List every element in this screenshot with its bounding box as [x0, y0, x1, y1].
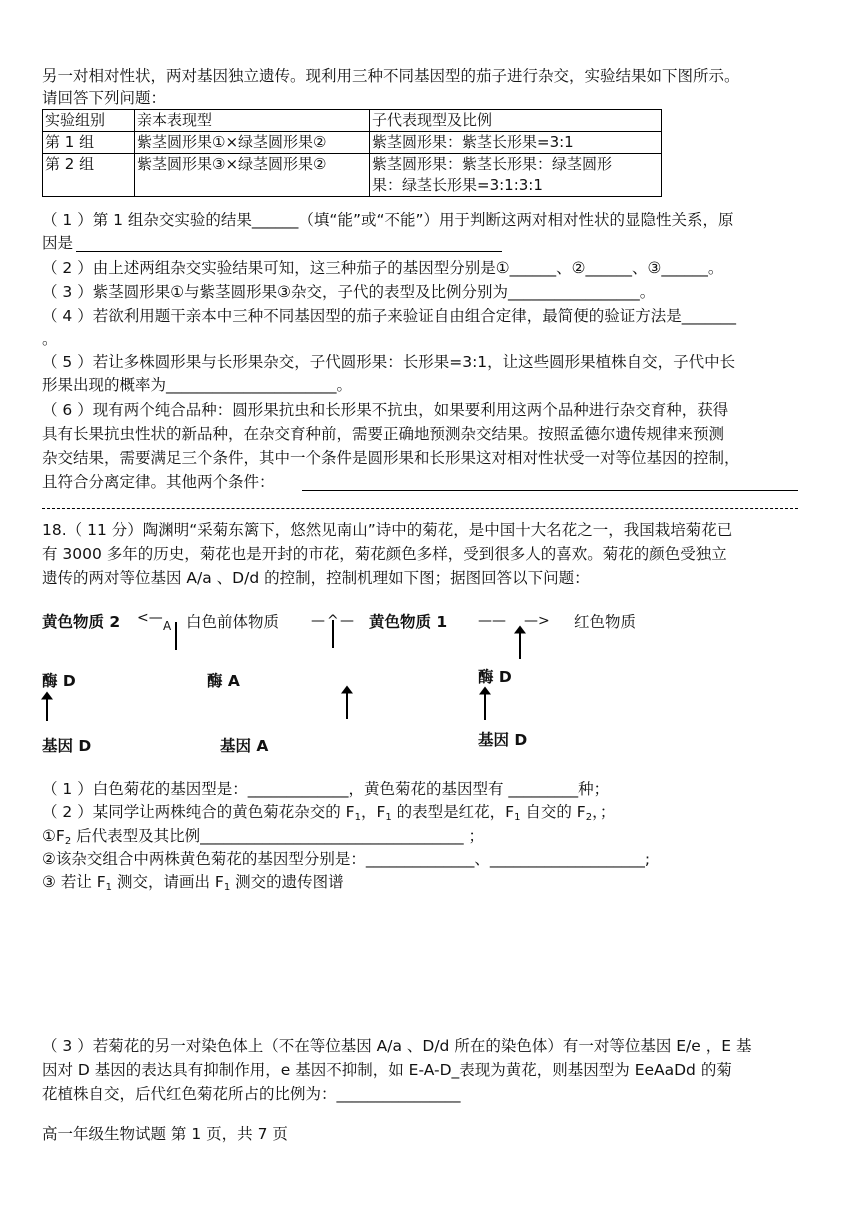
up-arrow-icon: [46, 693, 48, 721]
offspring-line: 果：绿茎长形果=3:1:3:1: [372, 176, 543, 194]
answer-line: [76, 251, 502, 252]
node-yellow-substance-2: 黄色物质 2: [42, 613, 121, 631]
arrow-right-icon: —>: [524, 613, 550, 629]
table-cell-parents: 紫茎圆形果③×绿茎圆形果②: [135, 154, 370, 197]
table-row: [43, 154, 662, 197]
q17-part6-line1: （ 6 ）现有两个纯合品种：圆形果抗虫和长形果不抗虫，如果要利用这两个品种进行杂交育种，获得: [42, 401, 729, 419]
q18-line2: 有 3000 多年的历史，菊花也是开封的市花，菊花颜色多样，受到很多人的喜欢。菊花的颜色受独立: [42, 545, 727, 563]
enzyme-d-left: 酶 D: [42, 672, 76, 690]
q17-part1-line1: （ 1 ）第 1 组杂交实验的结果______（填“能”或“不能”）用于判断这两对相对性状的显隐性关系，原: [42, 211, 734, 229]
up-arrow-icon: [346, 687, 348, 719]
table-row: [43, 132, 662, 154]
table-header-cell: 亲本表现型: [135, 110, 370, 132]
q17-part6-line4: 且符合分离定律。其他两个条件：: [42, 473, 275, 491]
arrow-line: —: [340, 613, 354, 629]
offspring-line: 紫茎圆形果：紫茎长形果：绿茎圆形: [372, 155, 613, 173]
node-red-substance: 红色物质: [574, 613, 637, 631]
table-cell-offspring: 紫茎圆形果：紫茎长形果=3:1: [370, 132, 662, 154]
answer-line: [42, 508, 798, 509]
q17-part1-line2: 因是: [42, 234, 74, 252]
q18-part2: （ 2 ）某同学让两株纯合的黄色菊花杂交的 $F_1$，$F_1$ 的表型是红花，$F_1$ 自交的 $F_2$，；: [42, 803, 616, 823]
table-cell-offspring: [370, 154, 662, 197]
q17-part4-line2: 。: [42, 330, 58, 348]
q17-part2: （ 2 ）由上述两组杂交实验结果可知，这三种茄子的基因型分别是①______、②______、③______。: [42, 259, 724, 277]
table-cell-parents: 紫茎圆形果①×绿茎圆形果②: [135, 132, 370, 154]
arrow-line: —: [311, 613, 325, 629]
arrow-label: A: [163, 619, 172, 633]
answer-line: [302, 490, 798, 491]
gene-d-left: 基因 D: [42, 737, 92, 755]
q18-part3-line2: 因对 D 基因的表达具有抑制作用，e 基因不抑制，如 E-A-D_表现为黄花，则基因型为 EeAaDd 的菊: [42, 1061, 732, 1079]
gene-d-right: 基因 D: [478, 731, 528, 749]
experiment-table: [42, 109, 662, 197]
intro-line-1: 另一对相对性状，两对基因独立遗传。现利用三种不同基因型的茄子进行杂交，实验结果如下图所示。: [42, 67, 740, 85]
q17-part6-line3: 杂交结果，需要满足三个条件，其中一个条件是圆形果和长形果这对相对性状受一对等位基因的控制，: [42, 449, 740, 467]
up-arrow-icon: [484, 688, 486, 720]
up-arrow-icon: [519, 627, 521, 659]
intro-line-2: 请回答下列问题：: [42, 89, 167, 107]
caret-icon: ^: [327, 613, 339, 629]
q18-line1: 18.（ 11 分）陶渊明“采菊东篱下，悠然见南山”诗中的菊花，是中国十大名花之一，我国栽培菊花已: [42, 521, 733, 539]
table-cell-group: 第 1 组: [43, 132, 135, 154]
node-yellow-substance-1: 黄色物质 1: [369, 613, 448, 631]
arrow-line: ——: [478, 613, 506, 629]
node-white-precursor: 白色前体物质: [186, 613, 280, 631]
q17-part5-line2: 形果出现的概率为______________________。: [42, 376, 353, 394]
page-footer: 高一年级生物试题 第 1 页，共 7 页: [42, 1125, 288, 1143]
q18-part2-item3: ③ 若让 $F_1$ 测交，请画出 $F_1$ 测交的遗传图谱: [42, 873, 344, 893]
enzyme-a: 酶 A: [207, 672, 240, 690]
enzyme-d-right: 酶 D: [478, 668, 512, 686]
q18-part2-item2: ②该杂交组合中两株黄色菊花的基因型分别是：______________、____________________;: [42, 850, 651, 868]
connector-line: [175, 622, 177, 650]
q18-line3: 遗传的两对等位基因 A/a 、D/d 的控制，控制机理如下图；据图回答以下问题：: [42, 569, 590, 587]
q17-part4-line1: （ 4 ）若欲利用题干亲本中三种不同基因型的茄子来验证自由组合定律，最简便的验证方法是_______: [42, 307, 736, 325]
q17-part3: （ 3 ）紫茎圆形果①与紫茎圆形果③杂交，子代的表型及比例分别为_________________。: [42, 283, 656, 301]
table-header-row: [43, 110, 662, 132]
q18-part3-line1: （ 3 ）若菊花的另一对染色体上（不在等位基因 A/a 、D/d 所在的染色体）有一对等位基因 E/e ，E 基: [42, 1037, 752, 1055]
table-cell-group: 第 2 组: [43, 154, 135, 197]
q18-part1: （ 1 ）白色菊花的基因型是：_____________，黄色菊花的基因型有 _________种；: [42, 780, 610, 798]
arrow-left-icon: <—: [137, 610, 163, 626]
q18-part2-item1: $①F_2$ 后代表型及其比例__________________________________ ；: [42, 827, 485, 847]
table-header-cell: 子代表现型及比例: [370, 110, 662, 132]
gene-a: 基因 A: [220, 737, 269, 755]
table-header-cell: 实验组别: [43, 110, 135, 132]
q17-part5-line1: （ 5 ）若让多株圆形果与长形果杂交，子代圆形果：长形果=3:1，让这些圆形果植株自交，子代中长: [42, 353, 736, 371]
q18-part3-line3: 花植株自交，后代红色菊花所占的比例为：________________: [42, 1085, 461, 1103]
q17-part6-line2: 具有长果抗虫性状的新品种，在杂交育种前，需要正确地预测杂交结果。按照孟德尔遗传规律来预测: [42, 425, 725, 443]
